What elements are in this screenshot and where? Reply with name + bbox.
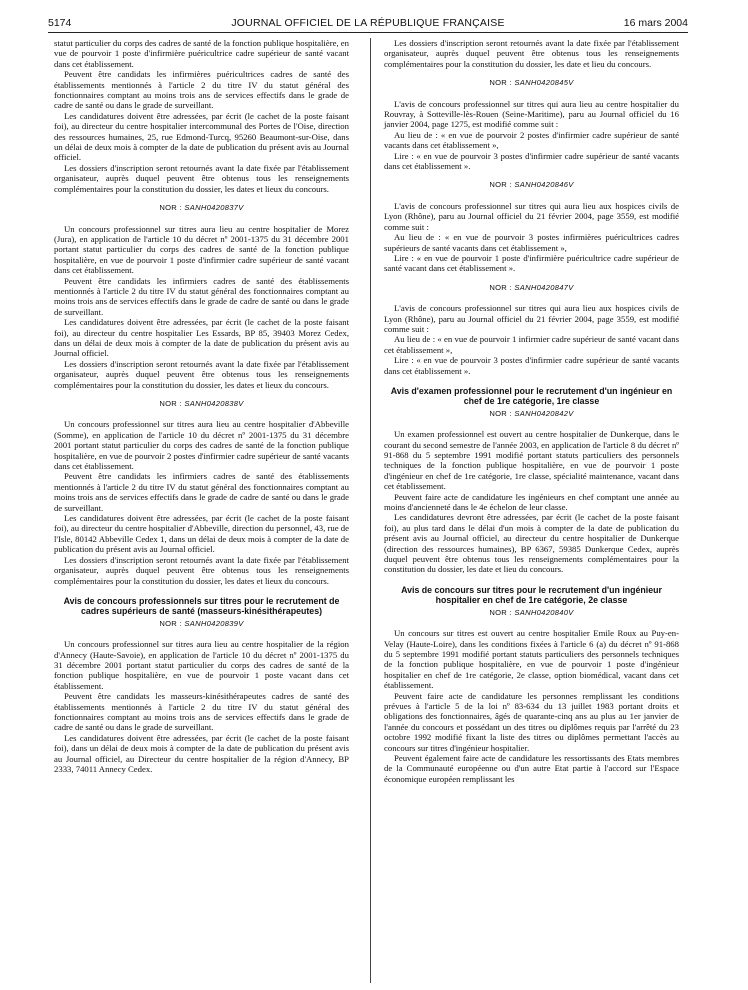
nor-code: SANH0420846V [514,180,574,190]
paragraph: Les candidatures doivent être adressées, par écrit (le cachet de la poste faisant foi), dans un délai de deux mois à compter de la date de publication du présent avis au Journal officiel, au Directeur du centre hospitalier de la région d'Annecy, BP 2333, 74011 Annecy Cedex. [54,732,349,774]
paragraph: Les candidatures doivent être adressées, par écrit (le cachet de la poste faisant foi), au directeur du centre hospitalier d'Abbeville, direction du personnel, 43, rue de l'Isle, 80142 Abbeville Cedex 1, dans un délai de deux mois à compter de la date de publication du présent avis au Journal officiel. [54,513,349,555]
nor-label: NOR : [489,282,512,292]
paragraph: Peuvent être candidats les masseurs-kinésithérapeutes cadres de santé des établissements mentionnés à l'article 2 du titre IV du statut général des fonctionnaires comptant au moins trois ans de services effectifs dans le grade de cadre de santé ou dans le grade de surveillant. [54,691,349,733]
header-rule [48,32,688,33]
issue-date: 16 mars 2004 [623,17,688,29]
paragraph: Lire : « en vue de pourvoir 3 postes d'infirmier cadre supérieur de santé vacants dans cet établissement ». [384,355,679,376]
nor-label: NOR : [159,203,182,213]
nor-label: NOR : [489,78,512,88]
left-column [54,38,349,774]
nor-reference [384,283,679,293]
nor-reference [384,409,679,419]
paragraph: statut particulier du corps des cadres de santé de la fonction publique hospitalière, en vue de pourvoir 1 poste d'infirmière puéricultrice cadre supérieur de santé vacant dans cet établissement. [54,38,349,69]
paragraph: L'avis de concours professionnel sur titres qui aura lieu au centre hospitalier du Rouvray, à Sotteville-lès-Rouen (Seine-Maritime), paru au Journal officiel du 16 janvier 2004, page 1275, est modifié comme suit : [384,98,679,130]
paragraph: Au lieu de : « en vue de pourvoir 3 postes infirmières puéricultrices cadres supérieurs de santé vacants dans cet établissement », [384,232,679,253]
paragraph: Un concours professionnel sur titres aura lieu au centre hospitalier de Morez (Jura), en application de l'article 10 du décret nº 2001-1375 du 31 décembre 2001 portant statut particulier du corps des cadres de santé de la fonction publique hospitalière, en vue de pourvoir 1 poste d'infirmier cadre supérieur de santé vacant dans cet établissement. [54,223,349,276]
paragraph: Au lieu de : « en vue de pourvoir 1 infirmier cadre supérieur de santé vacant dans cet établissement », [384,334,679,355]
nor-reference [54,399,349,409]
nor-reference [384,180,679,190]
paragraph: Un concours professionnel sur titres aura lieu au centre hospitalier de la région d'Annecy (Haute-Savoie), en application de l'article 10 du décret nº 2001-1375 du 31 décembre 2001 portant statut particulier du corps des cadres de santé de la fonction publique hospitalière, en vue de pourvoir 1 poste vacant dans cet établissement. [54,639,349,691]
nor-code: SANH0420840V [514,607,574,617]
page-header [48,17,688,33]
paragraph: Les candidatures doivent être adressées, par écrit (le cachet de la poste faisant foi), au directeur du centre hospitalier Les Essards, BP 85, 39403 Morez Cedex, dans un délai de deux mois à compter de la date de publication du présent avis au Journal officiel. [54,317,349,359]
nor-code: SANH0420842V [514,408,574,418]
paragraph: Un concours professionnel sur titres aura lieu au centre hospitalier d'Abbeville (Somme), en application de l'article 10 du décret nº 2001-1375 du 31 décembre 2001 portant statut particulier du corps des cadres de santé de la fonction publique hospitalière, en vue de pourvoir 2 postes d'infirmier cadre supérieur de santé vacants dans cet établissement. [54,419,349,472]
paragraph: Peuvent être candidats les infirmières puéricultrices cadres de santé des établissements mentionnés à l'article 2 du titre IV du statut général des fonctionnaires comptant au moins trois ans de services effectifs dans le grade de cadre de santé ou dans le grade de surveillant. [54,69,349,111]
paragraph: Peuvent faire acte de candidature les personnes remplissant les conditions prévues à l'article 5 de la loi nº 83-634 du 13 juillet 1983 portant droits et obligations des fonctionnaires, âgés de quarante-cinq ans au plus au 1er janvier de l'année du concours et possédant un des titres ou diplômes requis par l'arrêté du 23 octobre 1992 modifié fixant la liste des titres ou diplômes permettant l'accès au concours sur titres d'ingénieur hospitalier. [384,690,679,753]
nor-label: NOR : [159,618,182,628]
nor-reference [54,619,349,629]
nor-code: SANH0420837V [184,203,244,213]
column-divider [370,38,371,983]
nor-reference [384,78,679,88]
nor-code: SANH0420838V [184,399,244,408]
paragraph: L'avis de concours professionnel sur titres qui aura lieu aux hospices civils de Lyon (Rhône), paru au Journal officiel du 21 février 2004, page 3559, est modifié comme suit : [384,303,679,334]
section-heading: Avis de concours sur titres pour le recrutement d'un ingénieur hospitalier en chef de 1re catégorie, 2e classe [401,584,662,606]
section-heading: Avis de concours professionnels sur titres pour le recrutement de cadres supérieurs de santé (masseurs-kinésithérapeutes) [63,595,340,617]
journal-title: JOURNAL OFFICIEL DE LA RÉPUBLIQUE FRANÇAISE [231,17,505,29]
nor-code: SANH0420847V [514,282,574,292]
paragraph: Un concours sur titres est ouvert au centre hospitalier Emile Roux au Puy-en-Velay (Haute-Loire), dans les conditions fixées à l'article 6 (a) du décret nº 91-868 du 5 septembre 1991 modifié portant statuts particuliers des personnels techniques de la fonction publique hospitalière, en vue de pourvoir 1 poste d'ingénieur hospitalier en chef de 1re catégorie, 2e classe, option biomédical, vacant dans cet établissement. [384,628,679,691]
paragraph: Un examen professionnel est ouvert au centre hospitalier de Dunkerque, dans le courant du second semestre de l'année 2003, en application de l'article 8 du décret nº 91-868 du 5 septembre 1991 modifié portant statuts particuliers des personnels techniques de la fonction publique hospitalière, en vue de pourvoir 1 poste d'ingénieur en chef de 1re catégorie, 1re classe, spécialité maintenance, vacant dans cet établissement. [384,429,679,492]
right-column [384,38,679,784]
paragraph: Les dossiers d'inscription seront retournés avant la date fixée par l'établissement organisateur, auprès duquel peuvent être obtenus tous les renseignements complémentaires pour la constitution du dossier, les dates et lieux du concours. [54,358,349,390]
paragraph: Les dossiers d'inscription seront retournés avant la date fixée par l'établissement organisateur, auprès duquel peuvent être obtenus tous les renseignements complémentaires pour la constitution du dossier, les dates et lieux du concours. [54,554,349,586]
paragraph: Les candidatures doivent être adressées, par écrit (le cachet de la poste faisant foi), au directeur du centre hospitalier intercommunal des Portes de l'Oise, direction des ressources humaines, 25, rue Edmond-Turcq, 95260 Beaumont-sur-Oise, dans un délai de deux mois à compter de la date de publication du présent avis au Journal officiel. [54,110,349,163]
paragraph: Peuvent être candidats les infirmiers cadres de santé des établissements mentionnés à l'article 2 du titre IV du statut général des fonctionnaires comptant au moins trois ans de services effectifs dans le grade de cadre de santé ou dans le grade de surveillant. [54,275,349,317]
paragraph: Peuvent être candidats les infirmiers cadres de santé des établissements mentionnés à l'article 2 du titre IV du statut général des fonctionnaires comptant au moins trois ans de services effectifs dans le grade de cadre de santé ou dans le grade de surveillant. [54,471,349,513]
nor-reference [54,203,349,213]
paragraph: Peuvent faire acte de candidature les ingénieurs en chef comptant une année au moins d'ancienneté dans le 4e échelon de leur classe. [384,491,679,513]
section-heading: Avis d'examen professionnel pour le recrutement d'un ingénieur en chef de 1re catégorie, 1re classe [390,385,673,407]
paragraph: Peuvent également faire acte de candidature les ressortissants des Etats membres de la Communauté européenne ou d'un autre Etat partie à l'accord sur l'Espace économique européen remplissant les [384,752,679,784]
paragraph: Lire : « en vue de pourvoir 1 poste d'infirmière puéricultrice cadre supérieur de santé vacant dans cet établissement ». [384,252,679,274]
paragraph: L'avis de concours professionnel sur titres qui aura lieu aux hospices civils de Lyon (Rhône), paru au Journal officiel du 21 février 2004, page 3559, est modifié comme suit : [384,200,679,232]
nor-label: NOR : [159,399,182,408]
nor-reference [384,608,679,618]
paragraph: Les dossiers d'inscription seront retournés avant la date fixée par l'établissement organisateur, auprès duquel peuvent être obtenus tous les renseignements complémentaires pour la constitution du dossier, les date et lieu du concours. [384,38,679,69]
nor-label: NOR : [489,180,512,190]
nor-code: SANH0420839V [184,618,244,628]
nor-label: NOR : [489,607,512,617]
nor-label: NOR : [489,408,512,418]
page-number: 5174 [48,17,72,29]
paragraph: Les candidatures devront être adressées, par écrit (le cachet de la poste faisant foi), au plus tard dans le délai d'un mois à compter de la date de publication du présent avis au Journal officiel, au directeur du centre hospitalier de Dunkerque (direction des ressources humaines), BP 6367, 59385 Dunkerque Cedex, auprès duquel peuvent être obtenus tous les renseignements complémentaires pour la constitution du dossier, les date et lieu du concours. [384,512,679,575]
paragraph: Les dossiers d'inscription seront retournés avant la date fixée par l'établissement organisateur, auprès duquel peuvent être obtenus tous les renseignements complémentaires pour la constitution du dossier, les dates et lieux du concours. [54,162,349,194]
nor-code: SANH0420845V [514,78,574,88]
paragraph: Lire : « en vue de pourvoir 3 postes d'infirmier cadre supérieur de santé vacants dans cet établissement ». [384,150,679,172]
paragraph: Au lieu de : « en vue de pourvoir 2 postes d'infirmier cadre supérieur de santé vacants dans cet établissement », [384,129,679,151]
